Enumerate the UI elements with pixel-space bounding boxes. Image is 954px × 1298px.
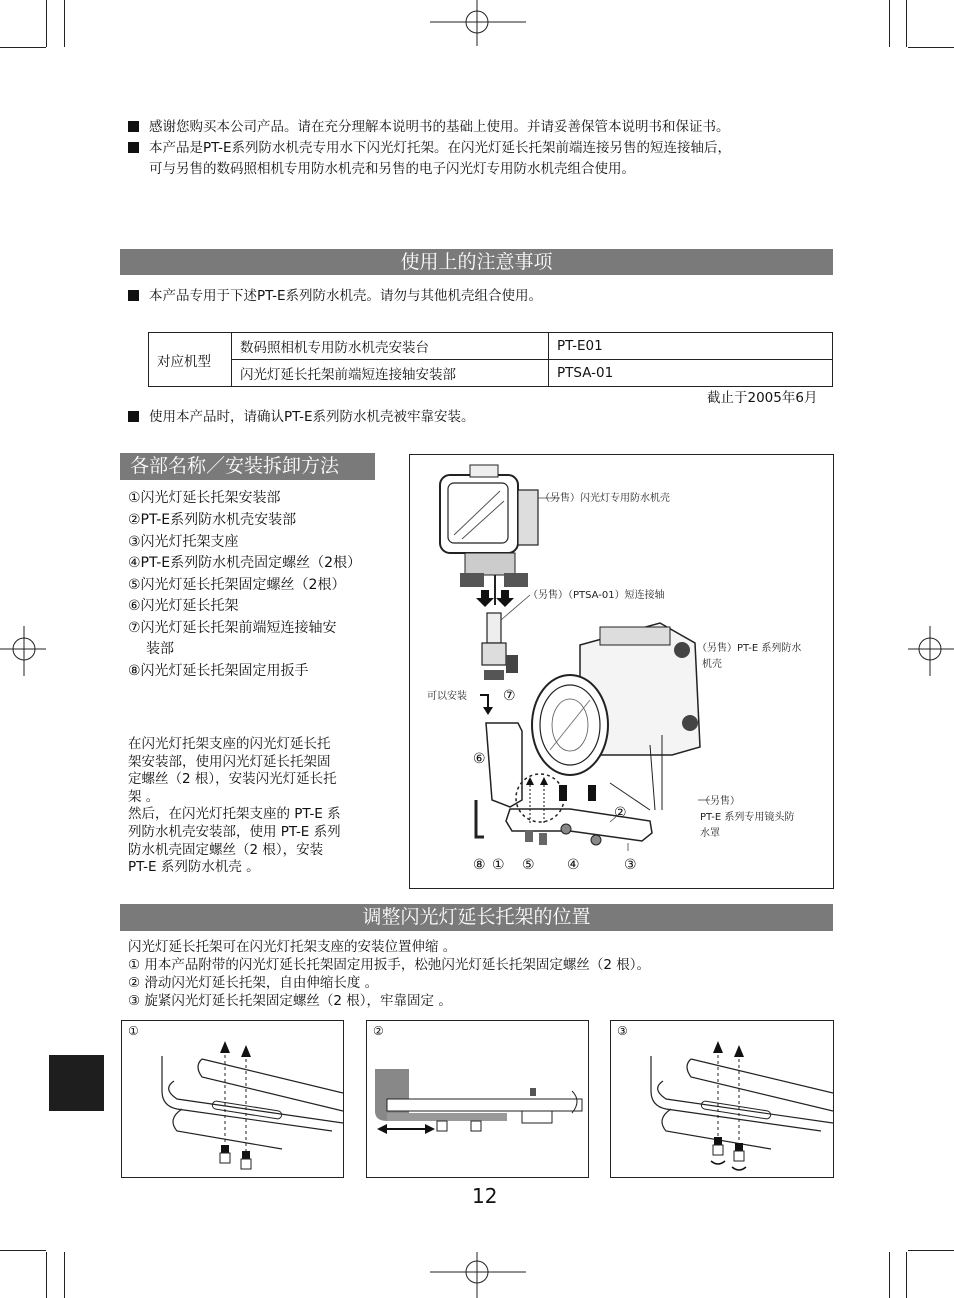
callout-3: ③ [624, 857, 637, 873]
intro-line-1 [128, 116, 730, 138]
callout-5: ⑤ [522, 857, 535, 873]
instruction-line: PT-E 系列防水机壳 。 [128, 859, 260, 876]
crop-mark [46, 1252, 47, 1298]
instruction-line: 架安装部，使用闪光灯延长托架固 [128, 753, 331, 770]
step-panel-2 [366, 1020, 589, 1178]
label-pte-housing-2: 机壳 [702, 659, 722, 670]
part-item: ⑦闪光灯延长托架前端短连接轴安 [128, 620, 337, 636]
callout-1: ① [492, 857, 505, 873]
label-lens-port-3: 水罩 [700, 828, 720, 839]
adjust-line: ② 滑动闪光灯延长托架，自由伸缩长度 。 [128, 975, 379, 991]
registration-mark-left [0, 626, 46, 676]
panel-label: ② [373, 1024, 384, 1038]
label-short-shaft: （另售）（PTSA-01）短连接轴 [528, 590, 665, 601]
instruction-line: 在闪光灯托架支座的闪光灯延长托 [128, 736, 331, 752]
bullet-square [128, 411, 139, 422]
registration-mark-top [430, 0, 526, 46]
step-panel-1 [121, 1020, 344, 1178]
panel-label: ① [128, 1024, 139, 1038]
crop-mark [906, 1252, 907, 1298]
part-item: ②PT-E系列防水机壳安装部 [128, 512, 297, 528]
adjust-line: ① 用本产品附带的闪光灯延长托架固定用扳手，松弛闪光灯延长托架固定螺丝（2 根）。 [128, 957, 651, 973]
label-lens-port-1: （另售） [700, 796, 740, 807]
instruction-line: 防水机壳固定螺丝（2 根），安装 [128, 841, 324, 858]
crop-mark [908, 1250, 954, 1251]
page-number: 12 [472, 1184, 498, 1208]
callout-4: ④ [567, 857, 580, 873]
registration-mark-right [908, 626, 954, 676]
short-connecting-shaft [482, 613, 518, 680]
label-lens-port-2: PT-E 系列专用镜头防 [700, 812, 795, 823]
tighten-screws-illustration [611, 1021, 833, 1177]
crop-mark [64, 1252, 65, 1298]
label-can-attach: 可以安装 [427, 691, 467, 702]
part-item: ⑤闪光灯延长托架固定螺丝（2根） [128, 577, 346, 593]
table-cell-model: PT-E01 [549, 333, 833, 360]
intro-text-2: 本产品是PT-E系列防水机壳专用水下闪光灯托架。在闪光灯延长托架前端连接另售的短连接轴后， [149, 140, 732, 156]
section-title-adjust: 调整闪光灯延长托架的位置 [120, 904, 833, 931]
loosen-screws-illustration [122, 1021, 343, 1177]
table-header-cell: 对应机型 [149, 333, 232, 387]
table-row [149, 360, 833, 387]
precaution-note-1 [128, 285, 542, 307]
instruction-line: 定螺丝（2 根），安装闪光灯延长托 [128, 771, 337, 788]
camera-housing-drawing [532, 623, 700, 775]
callout-8: ⑧ [473, 857, 486, 873]
precaution-text-2: 使用本产品时，请确认PT-E系列防水机壳被牢靠安装。 [149, 409, 475, 425]
slide-arm-illustration [367, 1021, 588, 1177]
step-panel-3 [610, 1020, 834, 1178]
bracket-base [506, 774, 652, 845]
bullet-square [128, 121, 139, 132]
instruction-line: 列防水机壳安装部，使用 PT-E 系列 [128, 823, 341, 840]
panel-label: ③ [617, 1024, 628, 1038]
section-title-parts: 各部名称／安装拆卸方法 [120, 453, 375, 480]
compatible-models-table [148, 332, 833, 387]
instruction-line: 架 。 [128, 788, 160, 805]
bullet-square [128, 290, 139, 301]
part-item: ⑥闪光灯延长托架 [128, 598, 239, 614]
bullet-square [128, 142, 139, 153]
callout-2: ② [614, 805, 627, 821]
section-tab [49, 1055, 104, 1111]
table-cell-name: 数码照相机专用防水机壳安装台 [232, 333, 549, 360]
table-cell-name: 闪光灯延长托架前端短连接轴安装部 [232, 360, 549, 387]
precaution-text-1: 本产品专用于下述PT-E系列防水机壳。请勿与其他机壳组合使用。 [149, 288, 543, 304]
flash-housing-drawing [440, 465, 538, 605]
crop-mark [908, 47, 954, 48]
intro-line-2 [128, 137, 731, 159]
precaution-note-2 [128, 406, 475, 428]
part-item: ③闪光灯托架支座 [128, 534, 239, 550]
crop-mark [906, 0, 907, 47]
date-note: 截止于2005年6月 [707, 390, 818, 406]
part-item: ①闪光灯延长托架安装部 [128, 490, 281, 506]
crop-mark [46, 0, 47, 47]
registration-mark-bottom [430, 1252, 526, 1298]
adjust-line: ③ 旋紧闪光灯延长托架固定螺丝（2 根），牢靠固定 。 [128, 993, 452, 1009]
callout-7: ⑦ [503, 688, 516, 704]
crop-mark [889, 1252, 890, 1298]
part-item: ⑧闪光灯延长托架固定用扳手 [128, 663, 309, 679]
assembly-diagram [409, 454, 834, 889]
crop-mark [0, 47, 46, 48]
crop-mark [0, 1250, 46, 1251]
crop-mark [64, 0, 65, 47]
intro-text-1: 感谢您购买本公司产品。请在充分理解本说明书的基础上使用。并请妥善保管本说明书和保证书。 [149, 119, 730, 135]
label-flash-housing: （另售）闪光灯专用防水机壳 [540, 493, 670, 504]
part-item: 装部 [146, 641, 174, 657]
install-instructions [128, 736, 341, 877]
label-pte-housing-1: （另售）PT-E 系列防水 [697, 643, 802, 654]
table-cell-model: PTSA-01 [549, 360, 833, 387]
instruction-line: 然后，在闪光灯托架支座的 PT-E 系 [128, 806, 341, 823]
table-row [149, 333, 833, 360]
callout-6: ⑥ [473, 751, 486, 767]
crop-mark [889, 0, 890, 47]
section-title-precautions: 使用上的注意事项 [120, 249, 833, 275]
intro-line-3: 可与另售的数码照相机专用防水机壳和另售的电子闪光灯专用防水机壳组合使用。 [149, 161, 635, 177]
part-item: ④PT-E系列防水机壳固定螺丝（2根） [128, 555, 362, 571]
adjust-line: 闪光灯延长托架可在闪光灯托架支座的安装位置伸缩 。 [128, 939, 457, 955]
